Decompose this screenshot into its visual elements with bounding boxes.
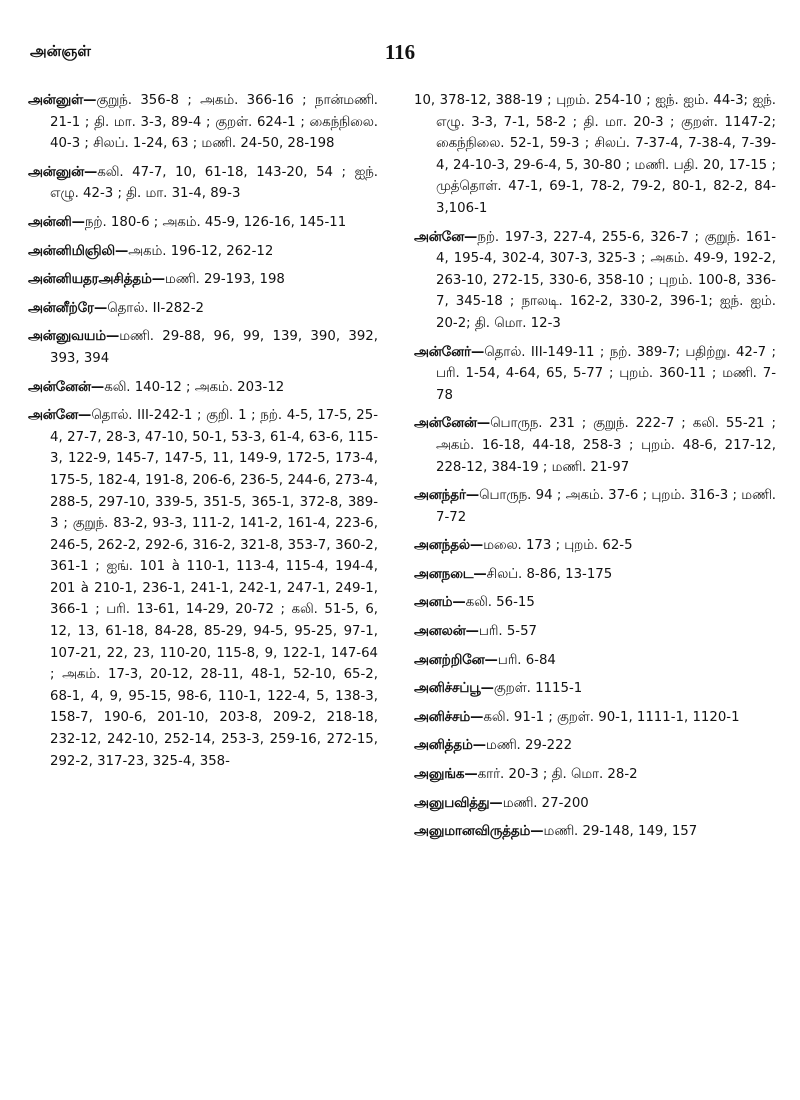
index-entry [28, 241, 378, 263]
entry-references: மணி. 29-148, 149, 157 [543, 824, 698, 840]
entry-references: தொல். II-282-2 [107, 300, 204, 316]
entry-headword: அனுபவித்து [414, 795, 490, 811]
entry-dash: — [83, 93, 97, 108]
index-entry [28, 405, 378, 772]
entry-dash: — [78, 408, 92, 424]
entry-references: மலை. 173 ; புறம். 62-5 [483, 538, 633, 554]
index-entry [414, 485, 776, 528]
entry-dash: — [473, 566, 487, 582]
entry-references: குறுந். 356-8 ; அகம். 366-16 ; நான்மணி. 21-1 ; தி. மா. 3-3, 89-4 ; குறள். 624-1 ; கைந்நிலை. 40-3 ; சிலப். 1-24, 63 ; மணி. 24-50, 28-198 [50, 93, 378, 152]
index-entry [414, 678, 776, 700]
entry-references: தொல். III-242-1 ; குறி. 1 ; நற். 4-5, 17-5, 25-4, 27-7, 28-3, 47-10, 50-1, 53-3, 61-4, 63-6, 115-3, 122-9, 145-7, 147-5, 11, 149-9, 172-5, 173-4, 175-5, 182-4, 191-8, 206-6, 236-5, 244-6, 273-4, 288-5, 297-10, 339-5, 351-5, 365-1, 372-8, 389-3 ; குறுந். 83-2, 93-3, 111-2, 141-2, 161-4, 223-6, 246-5, 262-2, 292-6, 316-2, 321-8, 353-7, 360-2, 361-1 ; ஐங். 101 à 110-1, 113-4, 115-4, 194-4, 201 à 210-1, 236-1, 241-1, 242-1, 247-1, 249-1, 366-1 ; பரி. 13-61, 14-29, 20-72 ; கலி. 51-5, 6, 12, 13, 61-18, 84-28, 85-29, 94-5, 95-25, 97-1, 107-21, 22, 23, 110-20, 115-8, 9, 122-1, 147-64 ; அகம். 17-3, 20-12, 28-11, 48-1, 52-10, 65-2, 68-1, 4, 9, 95-15, 98-6, 110-1, 122-4, 5, 138-3, 158-7, 190-6, 201-10, 203-8, 209-2, 218-18, 232-12, 242-10, 252-14, 253-3, 259-16, 272-15, 292-2, 317-23, 325-4, 358- [50, 408, 378, 769]
index-entry [414, 793, 776, 815]
entry-dash: — [472, 738, 487, 754]
entry-headword: அன்னே [414, 229, 465, 245]
entry-dash: — [84, 164, 98, 180]
index-entry [414, 821, 776, 843]
entry-headword: அனம் [414, 595, 453, 611]
entry-headword: அன்னேன் [28, 379, 91, 395]
entry-headword: அனலன் [414, 624, 466, 640]
entry-headword: அன்னிமிஞிலி [28, 243, 115, 259]
entry-dash: — [469, 538, 484, 554]
index-entry [414, 764, 776, 786]
entry-references: அகம். 196-12, 262-12 [128, 243, 274, 259]
page-number: 116 [384, 40, 416, 64]
entry-dash: — [114, 243, 129, 259]
entry-headword: அன்னுள் [28, 93, 84, 108]
entry-dash: — [470, 709, 484, 725]
entry-headword: அனந்தல் [414, 538, 470, 554]
index-entry [414, 650, 776, 672]
page-header [30, 40, 770, 70]
index-entry [28, 298, 378, 320]
entry-dash: — [105, 329, 120, 345]
entry-dash: — [464, 229, 478, 245]
index-entry [28, 90, 378, 155]
entry-headword: அன்னேன் [414, 416, 477, 432]
entry-headword: அன்னேர் [414, 344, 471, 360]
index-entry [28, 377, 378, 399]
running-head: அன்ஞள் [30, 42, 91, 60]
index-entry [414, 535, 776, 557]
entry-references: பொருந. 231 ; குறுந். 222-7 ; கலி. 55-21 ; அகம். 16-18, 44-18, 258-3 ; புறம். 48-6, 217-12, 228-12, 384-19 ; மணி. 21-97 [436, 416, 776, 475]
entry-headword: அனந்தர் [414, 488, 466, 504]
index-entry [28, 326, 378, 369]
index-entry [28, 212, 378, 234]
index-entry [28, 162, 378, 205]
entry-references: மணி. 27-200 [502, 795, 589, 811]
entry-references: கலி. 91-1 ; குறள். 90-1, 1111-1, 1120-1 [483, 709, 740, 725]
entry-dash: — [93, 300, 108, 316]
entry-references: மணி. 29-222 [486, 738, 573, 754]
entry-dash: — [71, 214, 85, 230]
entry-references: சிலப். 8-86, 13-175 [486, 566, 613, 582]
entry-headword: அனுமானவிருத்தம் [414, 824, 531, 840]
left-column [28, 90, 378, 779]
index-entry [414, 413, 776, 478]
index-entry [414, 707, 776, 729]
entry-headword: அன்னி [28, 214, 72, 230]
entry-references: பரி. 5-57 [478, 624, 538, 640]
entry-dash: — [484, 652, 498, 668]
entry-references: மணி. 29-193, 198 [165, 272, 285, 288]
index-entry [414, 342, 776, 407]
entry-dash: — [90, 379, 105, 395]
entry-headword: அனிச்சப்பூ [414, 681, 481, 697]
entry-references: நற். 180-6 ; அகம். 45-9, 126-16, 145-11 [84, 214, 347, 230]
entry-dash: — [464, 767, 478, 783]
entry-references: கலி. 47-7, 10, 61-18, 143-20, 54 ; ஐந். எழு. 42-3 ; தி. மா. 31-4, 89-3 [50, 164, 378, 202]
entry-dash: — [480, 681, 494, 697]
entry-headword: அன்னுன் [28, 164, 84, 180]
entry-headword: அனிச்சம் [414, 709, 471, 725]
entry-references: பரி. 6-84 [497, 652, 556, 668]
entry-references: தொல். III-149-11 ; நற். 389-7; பதிற்று. 42-7 ; பரி. 1-54, 4-64, 65, 5-77 ; புறம். 360-11 ; மணி. 7-78 [436, 344, 776, 403]
entry-dash: — [151, 272, 166, 288]
entry-references: கலி. 56-15 [465, 595, 535, 611]
index-entry [414, 621, 776, 643]
index-entry [414, 90, 776, 220]
index-entry [414, 735, 776, 757]
entry-dash: — [465, 624, 479, 640]
entry-headword: அன்னியதரஅசித்தம் [28, 272, 152, 288]
index-entry [414, 564, 776, 586]
entry-references: நற். 197-3, 227-4, 255-6, 326-7 ; குறுந். 161-4, 195-4, 302-4, 307-3, 325-3 ; அகம். 49-9, 192-2, 263-10, 272-15, 330-6, 358-10 ; புறம். 100-8, 336-7, 345-18 ; நாலடி. 162-2, 330-2, 396-1; ஐந். ஐம். 20-2; தி. மொ. 12-3 [436, 229, 776, 331]
entry-references: மணி. 29-88, 96, 99, 139, 390, 392, 393, 394 [50, 329, 378, 366]
entry-dash: — [465, 488, 480, 504]
entry-headword: அன்னுவயம் [28, 329, 106, 345]
entry-headword: அன்னே [28, 408, 79, 424]
entry-headword: அனித்தம் [414, 738, 473, 754]
index-entry [28, 269, 378, 291]
entry-headword: அனற்றினே [414, 652, 485, 668]
entry-dash: — [470, 344, 485, 360]
entry-dash: — [530, 824, 544, 840]
entry-headword: அனநடை [414, 566, 474, 582]
entry-references: கலி. 140-12 ; அகம். 203-12 [104, 379, 285, 395]
right-column [414, 90, 776, 850]
index-entry [414, 592, 776, 614]
entry-references: பொருந. 94 ; அகம். 37-6 ; புறம். 316-3 ; மணி. 7-72 [436, 488, 776, 525]
entry-references: குறள். 1115-1 [493, 681, 583, 697]
entry-dash: — [489, 795, 503, 811]
entry-headword: அன்னீற்ரே [28, 300, 94, 316]
entry-dash: — [452, 595, 466, 611]
entry-dash: — [476, 416, 491, 432]
entry-references: 10, 378-12, 388-19 ; புறம். 254-10 ; ஐந். ஐம். 44-3; ஐந். எழு. 3-3, 7-1, 58-2 ; தி. மா. 20-3 ; குறள். 1147-2; கைந்நிலை. 52-1, 59-3 ; சிலப். 7-37-4, 7-38-4, 7-39-4, 24-10-3, 29-6-4, 5, 30-80 ; மணி. பதி. 20, 17-15 ; முத்தொள். 47-1, 69-1, 78-2, 79-2, 80-1, 82-2, 84-3,106-1 [414, 93, 776, 216]
entry-headword: அனுங்க [414, 767, 465, 783]
entry-references: கார். 20-3 ; தி. மொ. 28-2 [477, 767, 638, 783]
index-entry [414, 227, 776, 335]
